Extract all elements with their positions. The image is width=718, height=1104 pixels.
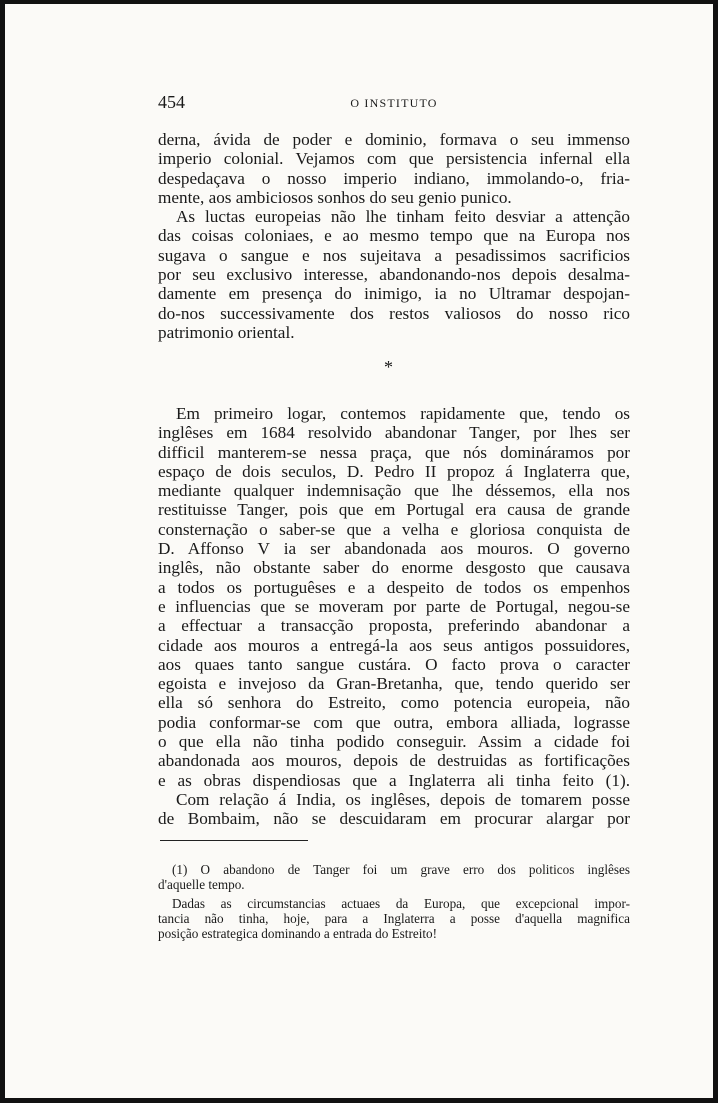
- text-line: patrimonio oriental.: [158, 322, 295, 342]
- text-line: As luctas europeias não lhe tinham feito desviar a attenção: [176, 207, 630, 227]
- text-line: mente, aos ambiciosos sonhos do seu genio punico.: [158, 187, 512, 207]
- text-line: a effectuar a transacção proposta, preferindo abandonar a: [158, 616, 630, 636]
- main-paragraphs: [158, 404, 630, 829]
- text-line: aos quaes tanto sangue custára. O facto prova o caracter: [158, 654, 630, 674]
- footnote-line: posição estrategica dominando a entrada do Estreito!: [158, 925, 438, 941]
- text-line: restituisse Tanger, pois que em Portugal era causa de grande: [158, 500, 630, 520]
- text-line: D. Affonso V ia ser abandonada aos mouros. O governo: [158, 539, 630, 559]
- text-line: cidade aos mouros a entregá-la aos seus antigos possuidores,: [158, 635, 630, 655]
- text-line: Em primeiro logar, contemos rapidamente que, tendo os: [176, 404, 630, 423]
- text-line: mediante qualquer indemnisação que lhe déssemos, ella nos: [158, 481, 630, 501]
- footnote-line: (1) O abandono de Tanger foi um grave erro dos politicos inglêses: [172, 862, 630, 877]
- footnote-rule: [160, 840, 308, 841]
- footnote-line: Dadas as circumstancias actuaes da Europa, que excepcional impor-: [172, 896, 630, 912]
- text-line: sugava o sangue e nos sujeitava a pesadissimos sacrificios: [158, 245, 630, 265]
- page-number: 454: [158, 92, 185, 112]
- top-paragraphs: [158, 130, 630, 342]
- text-line: das coisas coloniaes, e ao mesmo tempo que na Europa nos: [158, 226, 630, 246]
- text-line: abandonada aos mouros, depois de destruidas as fortificações: [158, 751, 630, 771]
- footnotes: [158, 863, 630, 941]
- text-line: inglêses em 1684 resolvido abandonar Tanger, por lhes ser: [158, 423, 630, 443]
- running-title: O INSTITUTO: [350, 96, 438, 110]
- text-line: consternação o saber-se que a velha e gloriosa conquista de: [158, 519, 630, 539]
- text-line: o que ella não tinha podido conseguir. Assim a cidade foi: [158, 732, 630, 752]
- text-line: ella só senhora do Estreito, como potencia europeia, não: [158, 693, 630, 713]
- section-separator: *: [384, 357, 393, 377]
- footnote-line: d'aquelle tempo.: [158, 876, 245, 892]
- text-line: espaço de dois seculos, D. Pedro II propoz á Inglaterra que,: [158, 461, 630, 481]
- text-line: despedaçava o nosso imperio indiano, immolando-o, fria-: [158, 168, 630, 188]
- text-line: egoista e invejoso da Gran-Bretanha, que, tendo querido ser: [158, 674, 630, 694]
- text-line: inglês, não obstante saber do enorme desgosto que causava: [158, 558, 630, 578]
- text-line: e as obras dispendiosas que a Inglaterra ali tinha feito (1).: [158, 770, 630, 790]
- text-line: por seu exclusivo interesse, abandonando-nos depois desalma-: [158, 265, 630, 285]
- text-line: imperio colonial. Vejamos com que persistencia infernal ella: [158, 149, 630, 169]
- text-line: podia conformar-se com que outra, embora alliada, lograsse: [158, 712, 630, 732]
- text-line: difficil manterem-se nessa praça, que nós domináramos por: [158, 442, 630, 462]
- text-line: de Bombaim, não se descuidaram em procurar alargar por: [158, 809, 630, 829]
- page-header: [158, 92, 630, 112]
- text-line: Com relação á India, os inglêses, depois de tomarem posse: [176, 789, 630, 809]
- text-line: a todos os portuguêses e a despeito de todos os empenhos: [158, 577, 630, 597]
- text-line: derna, ávida de poder e dominio, formava o seu immenso: [158, 130, 630, 149]
- text-line: damente em presença do inimigo, ia no Ultramar despojan-: [158, 284, 630, 304]
- text-line: do-nos successivamente dos restos valiosos do nosso rico: [158, 303, 630, 323]
- text-line: e influencias que se moveram por parte de Portugal, negou-se: [158, 596, 630, 616]
- footnote-line: tancia não tinha, hoje, para a Inglaterra a posse d'aquella magnifica: [158, 911, 630, 927]
